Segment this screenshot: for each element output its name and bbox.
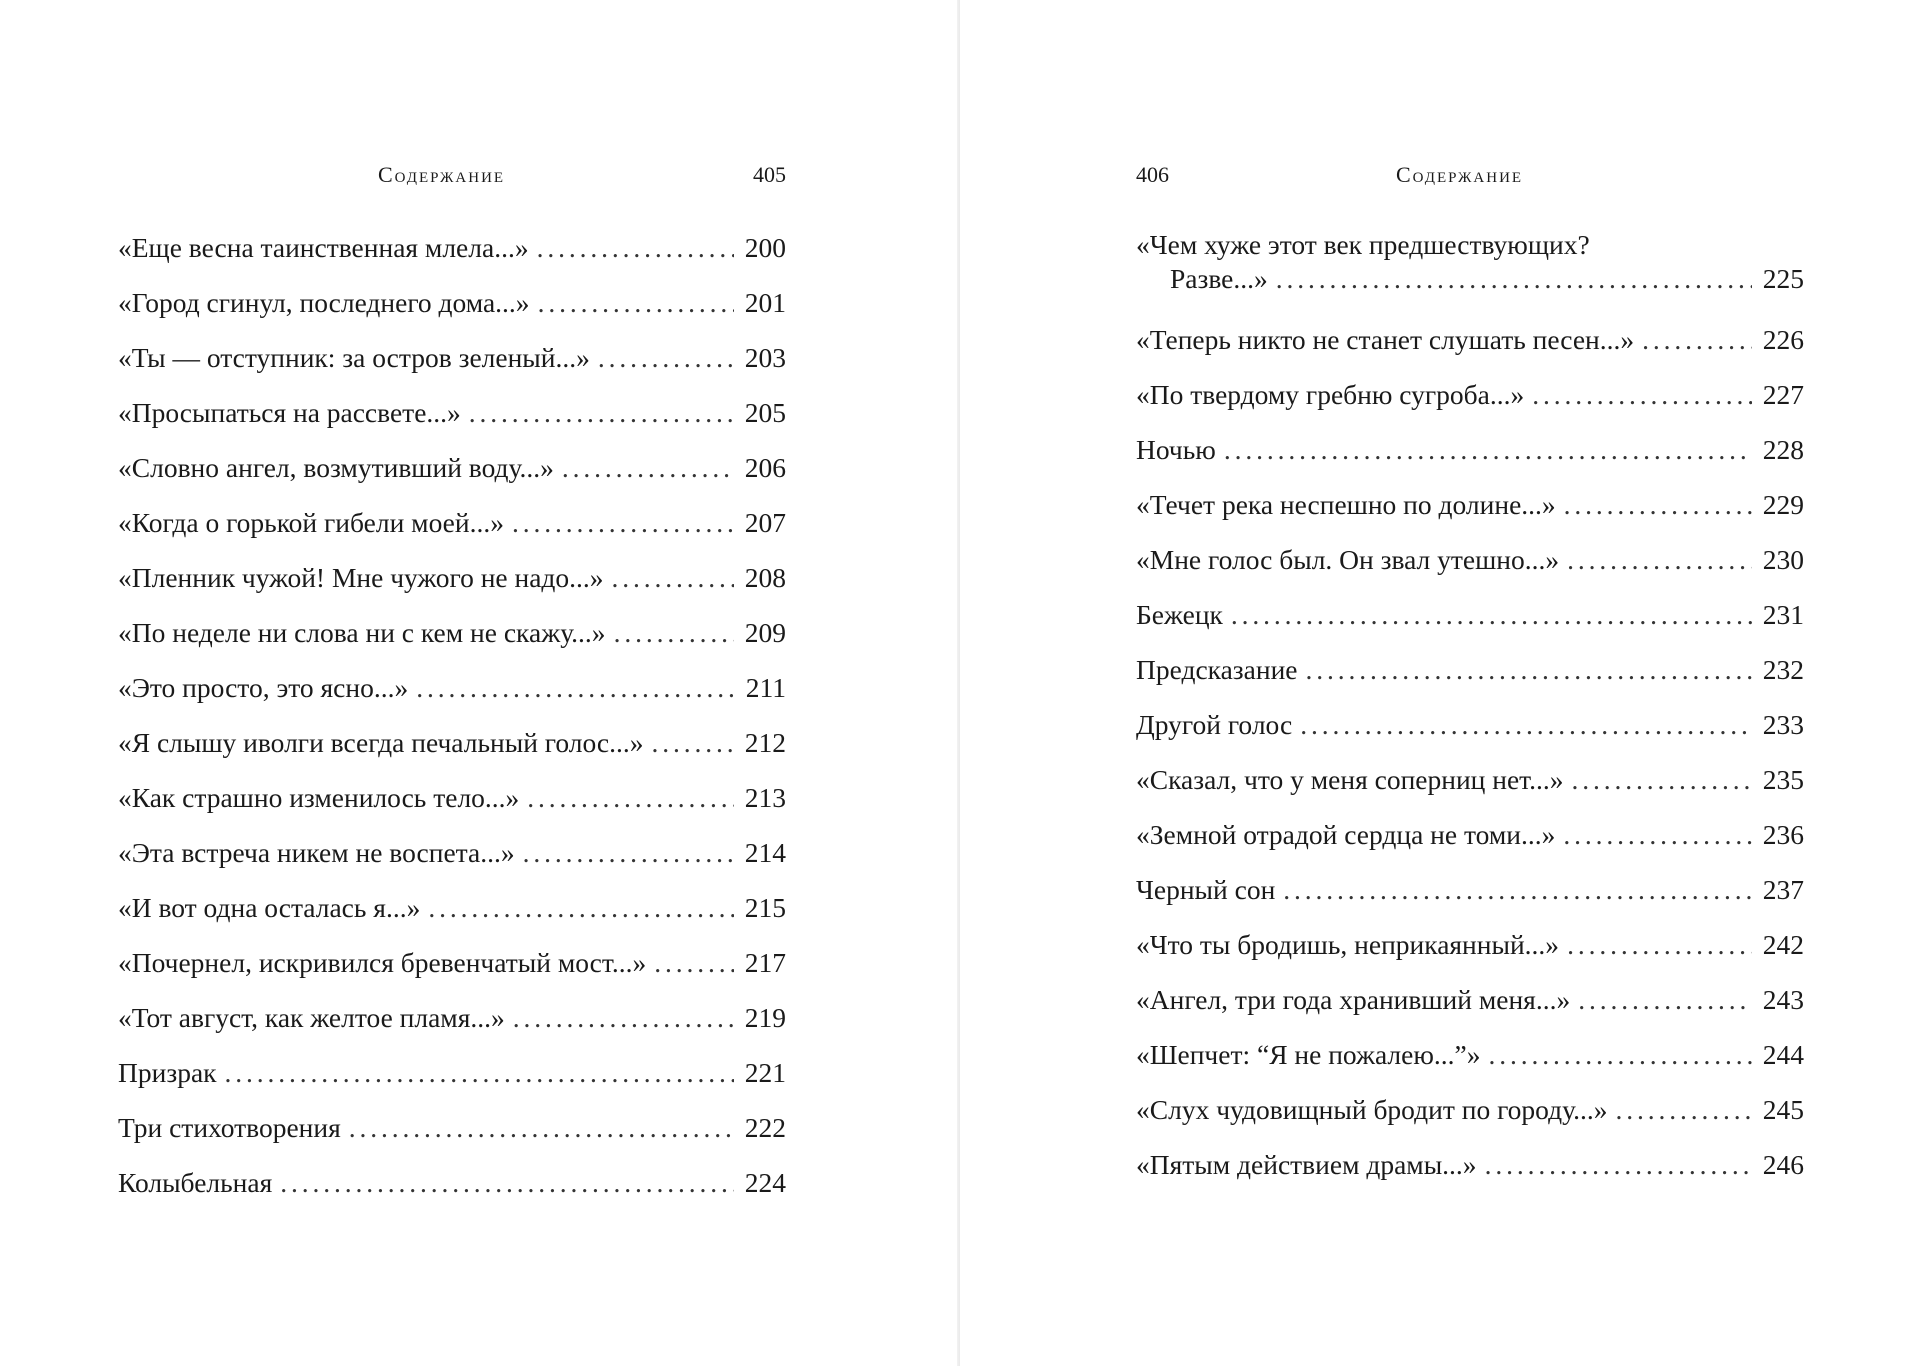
toc-entry-title: «Ангел, три года хранивший меня...»	[1136, 984, 1571, 1015]
toc-entry-page: 231	[1762, 599, 1804, 630]
toc-entry[interactable]	[1136, 650, 1804, 705]
dot-leader	[1642, 320, 1752, 360]
toc-entry-page: 237	[1762, 874, 1804, 905]
toc-list-left	[118, 228, 786, 1218]
toc-entry-page: 227	[1762, 379, 1804, 410]
dot-leader	[1231, 595, 1752, 635]
toc-entry-title: «Чем хуже этот век предшествующих?	[1136, 229, 1590, 260]
toc-entry-title: «Еще весна таинственная млела...»	[118, 232, 529, 263]
dot-leader	[598, 338, 734, 378]
toc-entry[interactable]	[1136, 375, 1804, 430]
toc-entry[interactable]	[118, 1163, 786, 1218]
dot-leader	[513, 998, 734, 1038]
toc-entry-page: 245	[1762, 1094, 1804, 1125]
toc-entry-page: 246	[1762, 1149, 1804, 1180]
toc-entry-title: «По неделе ни слова ни с кем не скажу...»	[118, 617, 606, 648]
toc-entry-page: 243	[1762, 984, 1804, 1015]
toc-entry-title: Три стихотворения	[118, 1112, 341, 1143]
toc-entry-title: «Когда о горькой гибели моей...»	[118, 507, 504, 538]
toc-entry-page: 244	[1762, 1039, 1804, 1070]
toc-entry[interactable]	[1136, 870, 1804, 925]
toc-list-right	[1136, 228, 1804, 1200]
toc-entry-title: Колыбельная	[118, 1167, 273, 1198]
toc-entry-title: «Земной отрадой сердца не томи...»	[1136, 819, 1556, 850]
toc-entry-title: «И вот одна осталась я...»	[118, 892, 421, 923]
toc-entry-title: «Шепчет: “Я не пожалею...”»	[1136, 1039, 1481, 1070]
toc-entry-page: 229	[1762, 489, 1804, 520]
toc-entry-page: 207	[744, 507, 786, 538]
toc-entry[interactable]	[118, 998, 786, 1053]
toc-entry-title: «Теперь никто не станет слушать песен...»	[1136, 324, 1635, 355]
toc-entry-page: 203	[744, 342, 786, 373]
dot-leader	[614, 613, 734, 653]
dot-leader	[469, 393, 734, 433]
toc-entry-page: 226	[1762, 324, 1804, 355]
toc-entry-title: «Словно ангел, возмутивший воду...»	[118, 452, 554, 483]
dot-leader	[537, 228, 734, 268]
toc-entry-page: 200	[744, 232, 786, 263]
toc-entry-page: 221	[744, 1057, 786, 1088]
toc-entry-page: 233	[1762, 709, 1804, 740]
toc-entry[interactable]	[118, 888, 786, 943]
toc-entry-page: 214	[744, 837, 786, 868]
toc-entry-title-continuation: Разве...»	[1170, 263, 1268, 294]
toc-entry[interactable]	[118, 283, 786, 338]
dot-leader	[1578, 980, 1752, 1020]
page-number: 406	[1136, 162, 1169, 187]
toc-entry-title: «Эта встреча никем не воспета...»	[118, 837, 515, 868]
dot-leader	[1283, 870, 1752, 910]
toc-entry-page: 225	[1762, 263, 1804, 294]
toc-entry-title: «Я слышу иволги всегда печальный голос...»	[118, 727, 644, 758]
toc-entry-title: «Ты — отступник: за остров зеленый...»	[118, 342, 590, 373]
toc-entry-page: 217	[744, 947, 786, 978]
dot-leader	[562, 448, 734, 488]
toc-entry[interactable]	[1136, 430, 1804, 485]
toc-entry-title: Предсказание	[1136, 654, 1298, 685]
toc-entry[interactable]	[1136, 1035, 1804, 1090]
toc-entry[interactable]	[118, 778, 786, 833]
toc-entry[interactable]	[118, 338, 786, 393]
toc-entry[interactable]	[1136, 980, 1804, 1035]
dot-leader	[1300, 705, 1752, 745]
toc-entry[interactable]	[118, 833, 786, 888]
toc-entry[interactable]	[1136, 760, 1804, 815]
toc-entry-title: «Слух чудовищный бродит по городу...»	[1136, 1094, 1608, 1125]
toc-entry-title: «Пятым действием драмы...»	[1136, 1149, 1477, 1180]
dot-leader	[1276, 262, 1752, 296]
toc-entry-title: «По твердому гребню сугроба...»	[1136, 379, 1525, 410]
toc-entry[interactable]	[118, 668, 786, 723]
toc-entry-title: Призрак	[118, 1057, 217, 1088]
dot-leader	[225, 1053, 734, 1093]
dot-leader	[1564, 485, 1752, 525]
toc-entry[interactable]	[118, 1053, 786, 1108]
toc-entry[interactable]	[1136, 320, 1804, 375]
toc-entry[interactable]	[1136, 485, 1804, 540]
toc-entry[interactable]	[118, 613, 786, 668]
dot-leader	[527, 778, 734, 818]
toc-entry[interactable]	[118, 393, 786, 448]
toc-entry[interactable]	[118, 228, 786, 283]
dot-leader	[538, 283, 734, 323]
toc-entry[interactable]	[1136, 540, 1804, 595]
toc-entry-title: «Просыпаться на рассвете...»	[118, 397, 461, 428]
toc-entry-title: «Это просто, это ясно...»	[118, 672, 409, 703]
dot-leader	[1224, 430, 1752, 470]
dot-leader	[349, 1108, 734, 1148]
toc-entry[interactable]	[1136, 705, 1804, 760]
dot-leader	[1485, 1145, 1752, 1185]
toc-entry[interactable]	[1136, 1090, 1804, 1145]
toc-entry[interactable]	[1136, 925, 1804, 980]
toc-entry-title: «Почернел, искривился бревенчатый мост...»	[118, 947, 647, 978]
toc-entry-title: «Пленник чужой! Мне чужого не надо...»	[118, 562, 604, 593]
toc-entry-page: 205	[744, 397, 786, 428]
toc-entry-title: Другой голос	[1136, 709, 1293, 740]
toc-entry-page: 222	[744, 1112, 786, 1143]
toc-entry-page: 211	[745, 672, 786, 703]
right-page	[960, 0, 1915, 1366]
toc-entry-title: «Город сгинул, последнего дома...»	[118, 287, 530, 318]
dot-leader	[654, 943, 734, 983]
toc-entry-title: «Тот август, как желтое пламя...»	[118, 1002, 505, 1033]
toc-entry-page: 206	[744, 452, 786, 483]
toc-entry-page: 228	[1762, 434, 1804, 465]
running-head-right	[1136, 160, 1804, 190]
running-head-left	[118, 160, 786, 190]
toc-entry-page: 224	[744, 1167, 786, 1198]
dot-leader	[1489, 1035, 1753, 1075]
toc-entry-page: 209	[744, 617, 786, 648]
toc-entry-page: 213	[744, 782, 786, 813]
dot-leader	[512, 503, 734, 543]
toc-entry[interactable]	[118, 448, 786, 503]
dot-leader	[523, 833, 734, 873]
toc-entry-title: «Что ты бродишь, неприкаянный...»	[1136, 929, 1560, 960]
dot-leader	[652, 723, 734, 763]
toc-entry-page: 208	[744, 562, 786, 593]
dot-leader	[1616, 1090, 1752, 1130]
dot-leader	[1567, 540, 1752, 580]
dot-leader	[428, 888, 734, 928]
running-head-title: Содержание	[378, 162, 506, 187]
running-head-title: Содержание	[1396, 162, 1524, 187]
toc-entry-title: «Как страшно изменилось тело...»	[118, 782, 520, 813]
dot-leader	[1306, 650, 1752, 690]
toc-entry-title: Бежецк	[1136, 599, 1223, 630]
toc-entry[interactable]	[1136, 595, 1804, 650]
toc-entry-page: 212	[744, 727, 786, 758]
toc-entry-title: «Сказал, что у меня соперниц нет...»	[1136, 764, 1564, 795]
toc-entry-title: Черный сон	[1136, 874, 1276, 905]
dot-leader	[1563, 815, 1752, 855]
dot-leader	[416, 668, 734, 708]
toc-entry-page: 215	[744, 892, 786, 923]
toc-entry[interactable]	[118, 723, 786, 778]
toc-entry[interactable]	[1136, 1145, 1804, 1200]
toc-entry-title: Ночью	[1136, 434, 1216, 465]
dot-leader	[612, 558, 734, 598]
toc-entry-page: 219	[744, 1002, 786, 1033]
toc-entry[interactable]	[118, 558, 786, 613]
toc-entry-page: 236	[1762, 819, 1804, 850]
toc-entry-page: 242	[1762, 929, 1804, 960]
toc-entry[interactable]	[118, 503, 786, 558]
dot-leader	[1572, 760, 1752, 800]
toc-entry[interactable]	[1136, 815, 1804, 870]
toc-entry[interactable]	[118, 1108, 786, 1163]
toc-entry-title: «Мне голос был. Он звал утешно...»	[1136, 544, 1560, 575]
toc-entry-page: 230	[1762, 544, 1804, 575]
toc-entry-page: 201	[744, 287, 786, 318]
toc-entry-page: 235	[1762, 764, 1804, 795]
toc-entry[interactable]	[118, 943, 786, 998]
dot-leader	[280, 1163, 734, 1203]
toc-entry-page: 232	[1762, 654, 1804, 685]
toc-entry[interactable]	[1136, 228, 1804, 320]
toc-entry-title: «Течет река неспешно по долине...»	[1136, 489, 1556, 520]
dot-leader	[1567, 925, 1752, 965]
page-number: 405	[753, 162, 786, 187]
dot-leader	[1532, 375, 1752, 415]
